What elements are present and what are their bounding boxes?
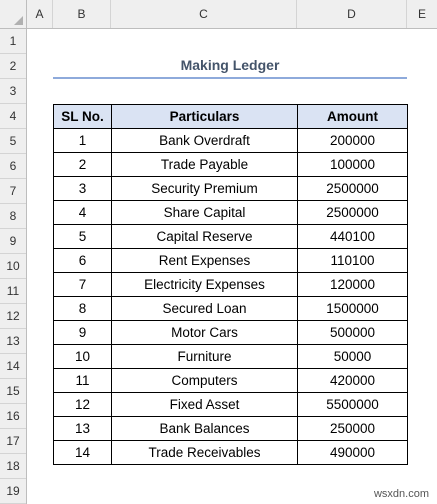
row-header-18[interactable]: 18	[0, 454, 26, 479]
cell-amount[interactable]: 200000	[298, 129, 408, 153]
cell-amount[interactable]: 110100	[298, 249, 408, 273]
cell-sl[interactable]: 4	[54, 201, 112, 225]
cell-particulars[interactable]: Trade Receivables	[112, 441, 298, 465]
row-header-3[interactable]: 3	[0, 79, 26, 104]
cell-sl[interactable]: 13	[54, 417, 112, 441]
cell-particulars[interactable]: Rent Expenses	[112, 249, 298, 273]
cell-sl[interactable]: 7	[54, 273, 112, 297]
column-header-c[interactable]: C	[111, 0, 297, 28]
cell-amount[interactable]: 50000	[298, 345, 408, 369]
table-row	[54, 249, 408, 273]
cell-sl[interactable]: 6	[54, 249, 112, 273]
table-row	[54, 297, 408, 321]
table-row	[54, 369, 408, 393]
table-header-row	[54, 105, 408, 129]
column-header-a[interactable]: A	[27, 0, 53, 28]
cell-amount[interactable]: 120000	[298, 273, 408, 297]
row-header-13[interactable]: 13	[0, 329, 26, 354]
table-row	[54, 273, 408, 297]
row-header-11[interactable]: 11	[0, 279, 26, 304]
row-header-2[interactable]: 2	[0, 54, 26, 79]
cell-sl[interactable]: 9	[54, 321, 112, 345]
cell-particulars[interactable]: Trade Payable	[112, 153, 298, 177]
column-header-bar	[0, 0, 437, 29]
cell-particulars[interactable]: Bank Overdraft	[112, 129, 298, 153]
row-header-17[interactable]: 17	[0, 429, 26, 454]
column-header-b[interactable]: B	[53, 0, 111, 28]
row-header-6[interactable]: 6	[0, 154, 26, 179]
header-cell-amount[interactable]: Amount	[298, 105, 408, 129]
table-row	[54, 417, 408, 441]
table-row	[54, 201, 408, 225]
cell-sl[interactable]: 5	[54, 225, 112, 249]
row-header-5[interactable]: 5	[0, 129, 26, 154]
cell-amount[interactable]: 2500000	[298, 201, 408, 225]
cell-particulars[interactable]: Security Premium	[112, 177, 298, 201]
select-all-triangle-icon	[14, 16, 23, 25]
cell-particulars[interactable]: Share Capital	[112, 201, 298, 225]
header-cell-sl[interactable]: SL No.	[54, 105, 112, 129]
cell-amount[interactable]: 500000	[298, 321, 408, 345]
title-underline	[53, 77, 407, 79]
table-row	[54, 129, 408, 153]
row-header-14[interactable]: 14	[0, 354, 26, 379]
row-header-16[interactable]: 16	[0, 404, 26, 429]
cell-sl[interactable]: 1	[54, 129, 112, 153]
cell-amount[interactable]: 440100	[298, 225, 408, 249]
row-header-10[interactable]: 10	[0, 254, 26, 279]
table-row	[54, 225, 408, 249]
header-cell-particulars[interactable]: Particulars	[112, 105, 298, 129]
table-row	[54, 321, 408, 345]
row-header-15[interactable]: 15	[0, 379, 26, 404]
cell-particulars[interactable]: Bank Balances	[112, 417, 298, 441]
sheet-title[interactable]: Making Ledger	[180, 57, 280, 73]
row-header-bar	[0, 29, 27, 504]
cell-sl[interactable]: 11	[54, 369, 112, 393]
column-header-d[interactable]: D	[297, 0, 407, 28]
cell-sl[interactable]: 14	[54, 441, 112, 465]
cell-sl[interactable]: 3	[54, 177, 112, 201]
cell-sl[interactable]: 2	[54, 153, 112, 177]
cell-amount[interactable]: 490000	[298, 441, 408, 465]
cell-amount[interactable]: 250000	[298, 417, 408, 441]
cell-sl[interactable]: 10	[54, 345, 112, 369]
cell-sl[interactable]: 12	[54, 393, 112, 417]
cell-amount[interactable]: 5500000	[298, 393, 408, 417]
row-header-1[interactable]: 1	[0, 29, 26, 54]
cell-particulars[interactable]: Motor Cars	[112, 321, 298, 345]
table-row	[54, 153, 408, 177]
select-all-corner[interactable]	[0, 0, 27, 28]
row-header-4[interactable]: 4	[0, 104, 26, 129]
ledger-table	[53, 104, 408, 465]
cell-particulars[interactable]: Capital Reserve	[112, 225, 298, 249]
row-header-9[interactable]: 9	[0, 229, 26, 254]
cell-particulars[interactable]: Fixed Asset	[112, 393, 298, 417]
cell-particulars[interactable]: Secured Loan	[112, 297, 298, 321]
row-header-8[interactable]: 8	[0, 204, 26, 229]
cell-amount[interactable]: 2500000	[298, 177, 408, 201]
cell-amount[interactable]: 100000	[298, 153, 408, 177]
table-row	[54, 393, 408, 417]
cell-amount[interactable]: 420000	[298, 369, 408, 393]
column-header-e[interactable]: E	[417, 7, 426, 21]
row-header-19[interactable]: 19	[0, 479, 26, 504]
row-header-12[interactable]: 12	[0, 304, 26, 329]
cell-particulars[interactable]: Furniture	[112, 345, 298, 369]
table-row	[54, 177, 408, 201]
table-row	[54, 345, 408, 369]
row-header-7[interactable]: 7	[0, 179, 26, 204]
watermark: wsxdn.com	[373, 488, 429, 500]
cell-particulars[interactable]: Electricity Expenses	[112, 273, 298, 297]
cell-amount[interactable]: 1500000	[298, 297, 408, 321]
cell-sl[interactable]: 8	[54, 297, 112, 321]
cell-particulars[interactable]: Computers	[112, 369, 298, 393]
table-row	[54, 441, 408, 465]
